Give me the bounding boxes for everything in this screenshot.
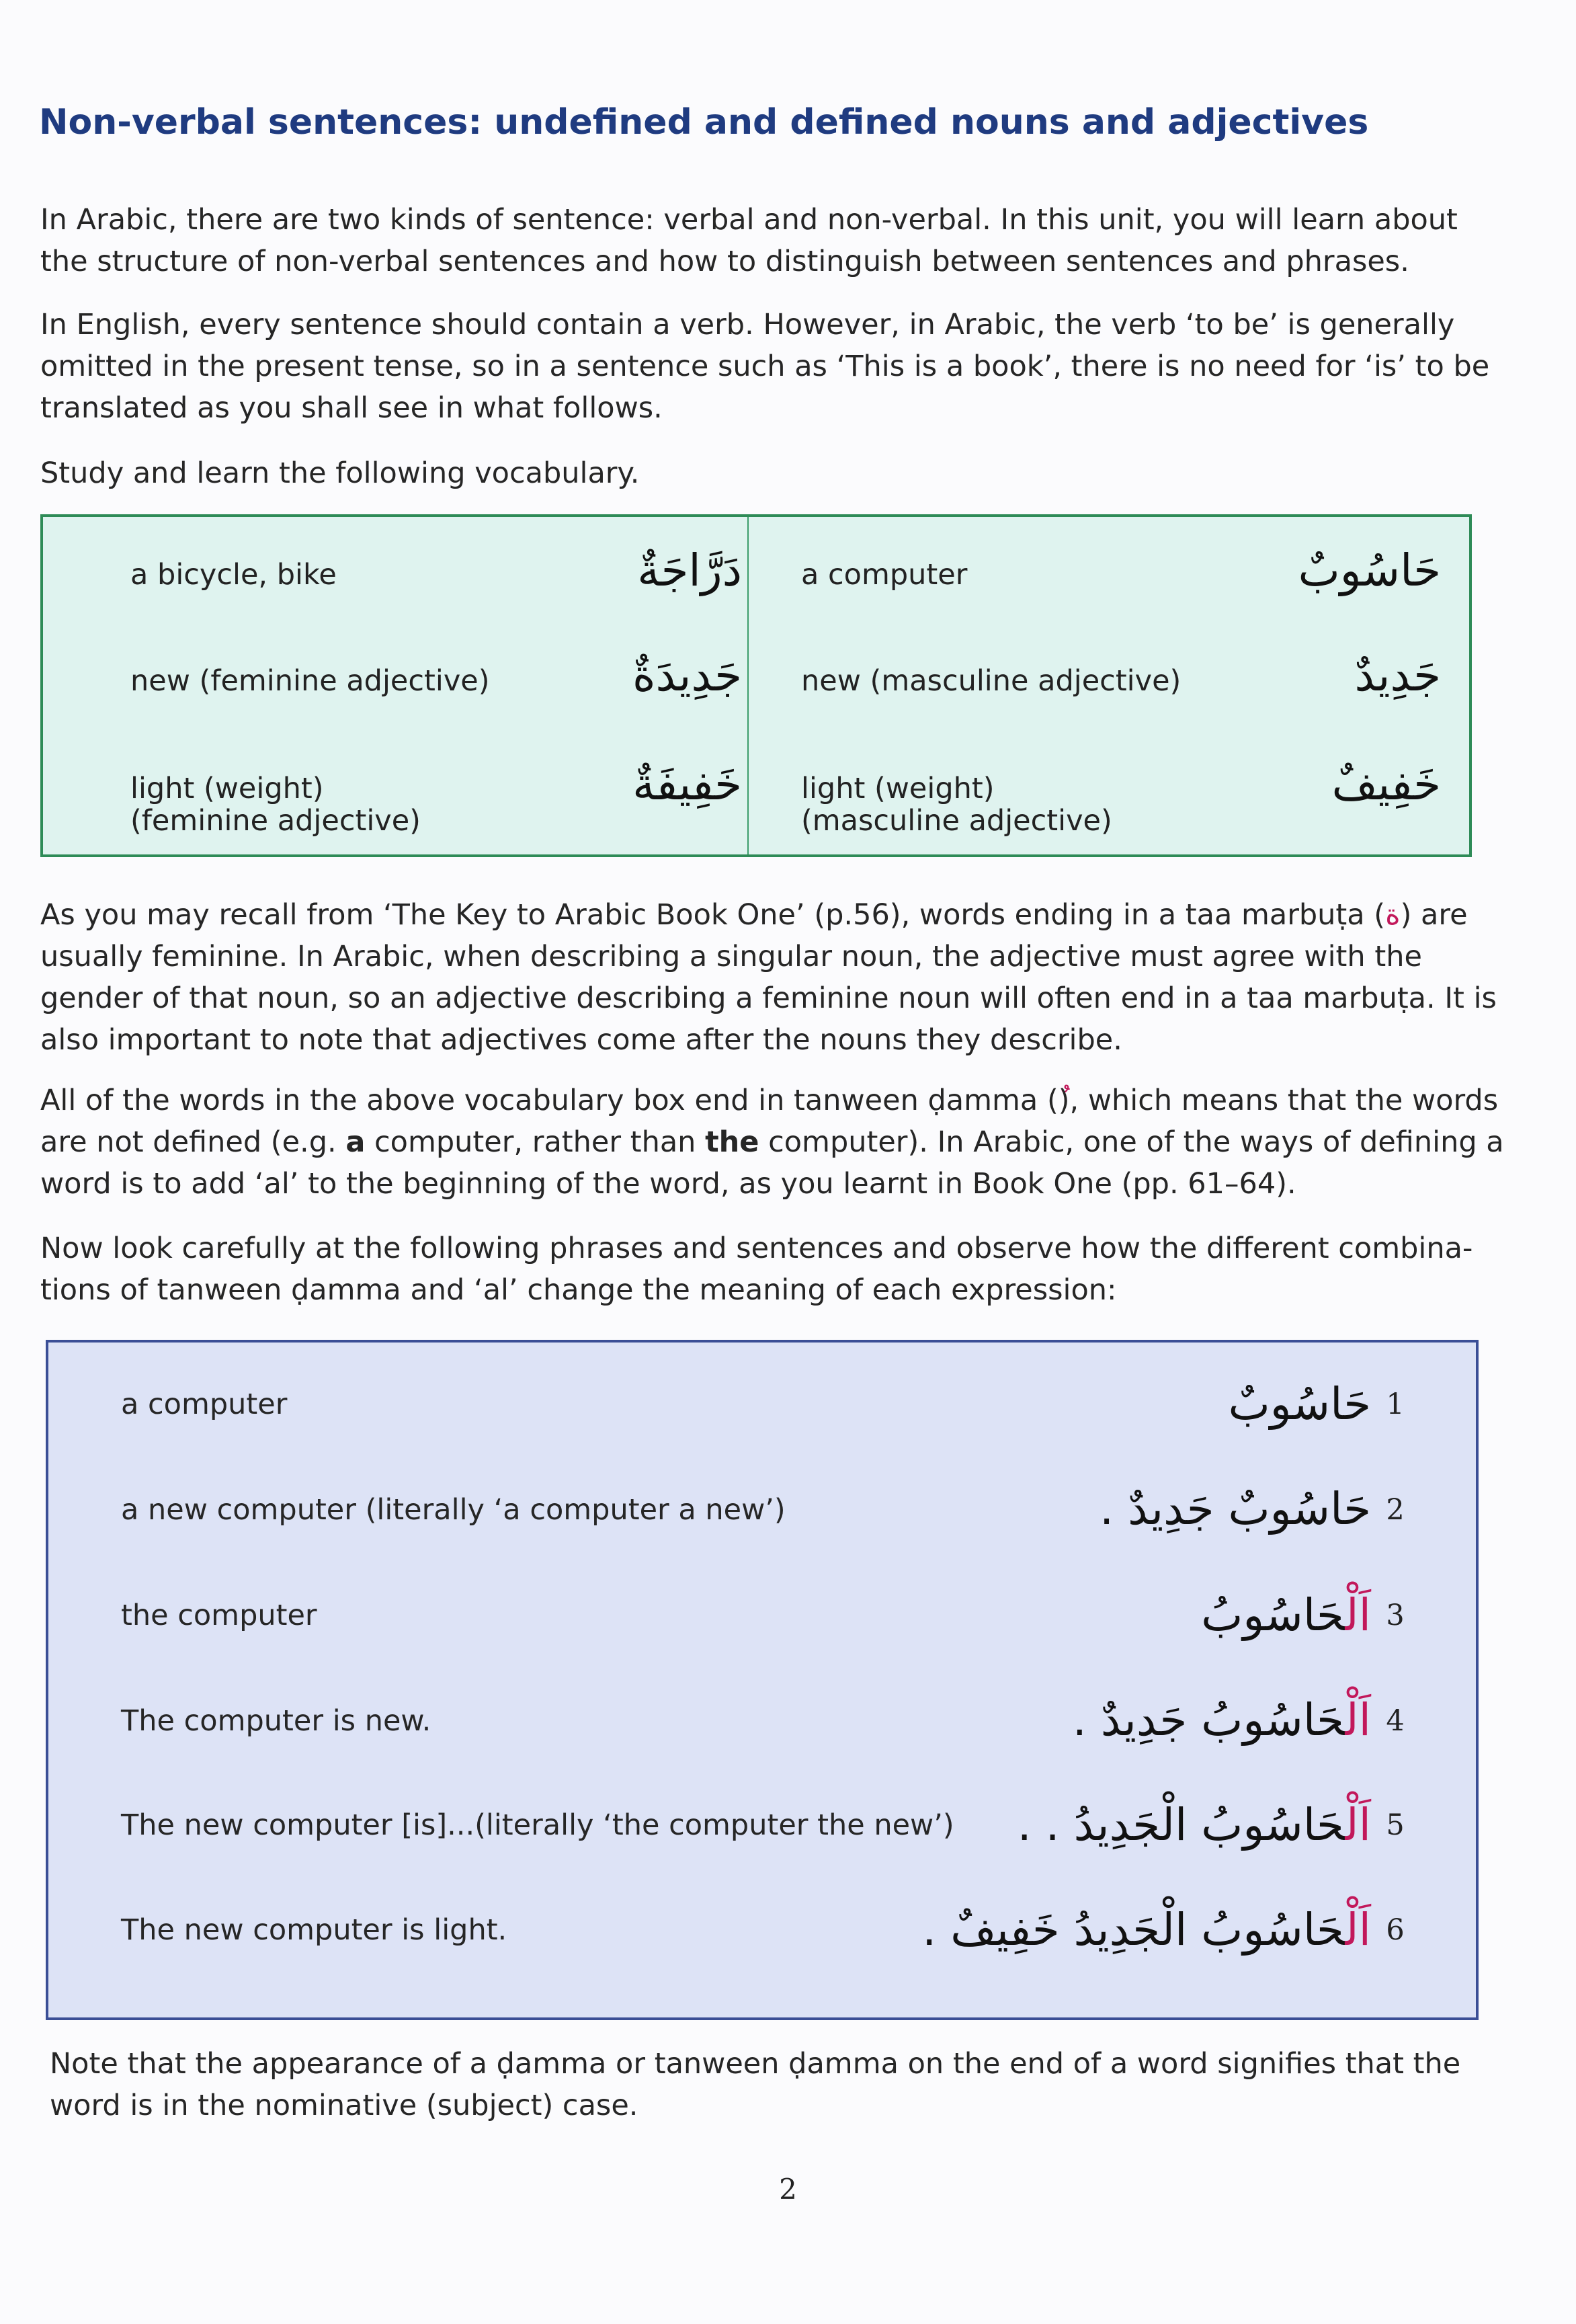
example-arabic: اَلْحَاسُوبُ <box>1201 1589 1371 1641</box>
vocab-english-new-feminine: new (feminine adjective) <box>130 664 490 698</box>
example-number: 1 <box>1386 1388 1405 1421</box>
example-english: a computer <box>121 1388 288 1421</box>
vocab-arabic-new-masculine: جَدِيدٌ <box>1354 649 1441 701</box>
vocab-arabic-light-masculine: خَفِيفٌ <box>1331 758 1441 810</box>
example-number: 5 <box>1386 1808 1405 1842</box>
example-number: 2 <box>1386 1493 1405 1527</box>
vocab-english-light-feminine: light (weight) (feminine adjective) <box>130 772 421 838</box>
vocab-english-bicycle: a bicycle, bike <box>130 558 337 592</box>
nominative-note: Note that the appearance of a ḍamma or tanween ḍamma on the end of a word signifies that the word is in the nominative (subject) case. <box>50 2047 1461 2122</box>
example-english: The new computer [is]...(literally ‘the computer the new’) <box>121 1808 954 1842</box>
example-arabic: حَاسُوبٌ جَدِيدٌ . <box>1100 1483 1371 1535</box>
vocabulary-box <box>40 514 1472 857</box>
example-english: the computer <box>121 1599 317 1632</box>
intro-paragraph-1: In Arabic, there are two kinds of sentence: verbal and non-verbal. In this unit, you will learn about the structure of non-verbal sentences and how to distinguish between sentences and phrases. <box>40 203 1458 278</box>
vocab-arabic-light-feminine: خَفِيفَةٌ <box>632 758 742 810</box>
vocabulary-divider <box>747 517 749 854</box>
example-arabic: اَلْحَاسُوبُ الْجَدِيدُ خَفِيفٌ . <box>922 1904 1371 1956</box>
vocab-english-computer: a computer <box>801 558 968 592</box>
page-heading: Non-verbal sentences: undefined and defined nouns and adjectives <box>39 102 1369 143</box>
example-arabic: اَلْحَاسُوبُ الْجَدِيدُ . . <box>1017 1799 1371 1851</box>
example-arabic: اَلْحَاسُوبُ جَدِيدٌ . <box>1072 1694 1371 1746</box>
examples-box <box>46 1340 1479 2020</box>
intro-paragraph-3: Study and learn the following vocabulary. <box>40 456 640 490</box>
example-english: The new computer is light. <box>121 1913 507 1947</box>
look-carefully-paragraph: Now look carefully at the following phrases and sentences and observe how the different combina-tions of tanween ḍamma and ‘al’ change the meaning of each expression: <box>40 1232 1473 1307</box>
vocab-english-light-masculine: light (weight) (masculine adjective) <box>801 772 1112 838</box>
example-number: 6 <box>1386 1913 1405 1947</box>
example-english: The computer is new. <box>121 1704 431 1738</box>
vocab-arabic-bicycle: دَرَّاجَةٌ <box>637 545 742 596</box>
example-number: 3 <box>1386 1599 1405 1632</box>
taa-marbuta-glyph: ة <box>1385 898 1401 932</box>
vocab-english-new-masculine: new (masculine adjective) <box>801 664 1181 698</box>
example-arabic: حَاسُوبٌ <box>1228 1378 1371 1430</box>
example-english: a new computer (literally ‘a computer a new’) <box>121 1493 786 1527</box>
taa-marbuta-paragraph: As you may recall from ‘The Key to Arabic Book One’ (p.56), words ending in a taa marbuṭa (ة) are usually feminine. In Arabic, when describing a singular noun, the adjective must agree with the gender of that noun, so an adjective describing a feminine noun will often end in a taa marbuṭa. It is also important to note that adjectives come after the nouns they describe. <box>40 898 1497 1057</box>
example-number: 4 <box>1386 1704 1405 1738</box>
vocab-arabic-new-feminine: جَدِيدَةٌ <box>632 649 742 701</box>
page-number: 2 <box>779 2173 797 2206</box>
intro-paragraph-2: In English, every sentence should contain a verb. However, in Arabic, the verb ‘to be’ is generally omitted in the present tense, so in a sentence such as ‘This is a book’, there is no need for ‘is’ to be translated as you shall see in what follows. <box>40 308 1490 425</box>
vocab-arabic-computer: حَاسُوبٌ <box>1298 545 1441 596</box>
tanween-paragraph: All of the words in the above vocabulary box end in tanween ḍamma (), which means that the words are not defined (e.g. a computer, rather than the computer). In Arabic, one of the ways of defining a word is to add ‘al’ to the beginning of the word, as you learnt in Book One (pp. 61–64). <box>40 1084 1504 1201</box>
